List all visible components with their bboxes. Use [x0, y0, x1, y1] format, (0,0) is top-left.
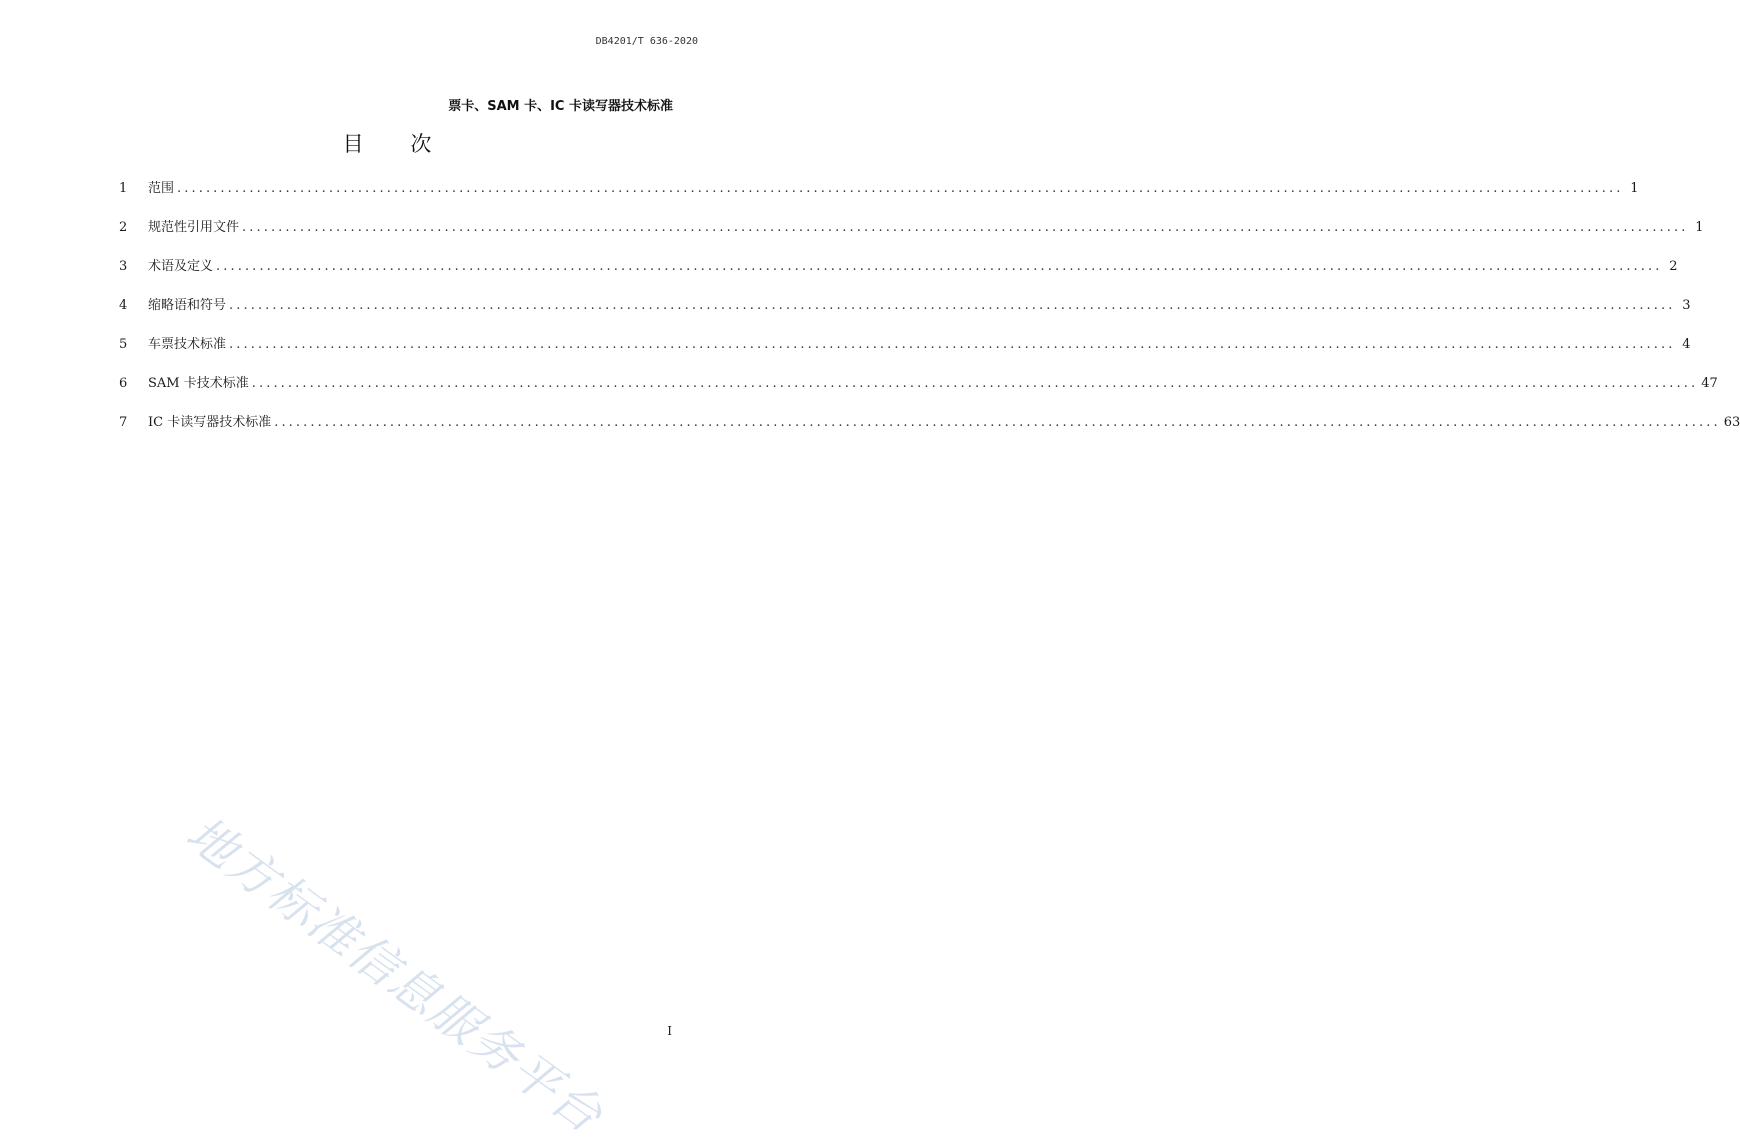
- toc-entry-page: 47: [1701, 376, 1718, 391]
- toc-entry-page: 1: [1630, 181, 1639, 196]
- toc-entry-page: 2: [1669, 259, 1678, 274]
- toc-entry[interactable]: [119, 179, 1639, 218]
- standard-title: 票卡、SAM 卡、IC 卡读写器技术标准: [448, 99, 673, 114]
- toc-entry-label: 范围: [148, 181, 175, 196]
- toc-entry-page: 3: [1682, 298, 1691, 313]
- toc-entry[interactable]: [119, 296, 1691, 335]
- toc-entry-number: 5: [119, 337, 128, 352]
- toc-entry-page: 63: [1723, 415, 1740, 430]
- toc-entry-number: 3: [119, 259, 128, 274]
- toc-leader-dots: ........................................................................................................................................................................................................: [177, 181, 1624, 196]
- toc-list: [119, 179, 1740, 452]
- toc-entry-number: 1: [119, 181, 128, 196]
- toc-entry-number: 2: [119, 220, 128, 235]
- toc-leader-dots: ........................................................................................................................................................................................................: [251, 376, 1699, 391]
- toc-entry-label: 术语及定义: [148, 259, 214, 274]
- toc-leader-dots: ........................................................................................................................................................................................................: [274, 415, 1721, 430]
- toc-entry-number: 4: [119, 298, 128, 313]
- toc-leader-dots: ........................................................................................................................................................................................................: [229, 337, 1676, 352]
- toc-entry-label: 车票技术标准: [148, 337, 227, 352]
- toc-entry-label: 缩略语和符号: [148, 298, 227, 313]
- toc-entry[interactable]: [119, 257, 1678, 296]
- toc-entry[interactable]: [119, 218, 1704, 257]
- toc-entry-page: 4: [1682, 337, 1691, 352]
- toc-entry-page: 1: [1695, 220, 1704, 235]
- toc-entry[interactable]: [119, 413, 1740, 452]
- toc-leader-dots: ........................................................................................................................................................................................................: [229, 298, 1676, 313]
- watermark-text: 地方标准信息服务平台: [175, 805, 614, 1145]
- toc-entry-label: 规范性引用文件: [148, 220, 240, 235]
- toc-entry[interactable]: [119, 374, 1718, 413]
- toc-entry[interactable]: [119, 335, 1691, 374]
- toc-leader-dots: ........................................................................................................................................................................................................: [216, 259, 1663, 274]
- toc-entry-label: SAM 卡技术标准: [148, 376, 249, 391]
- toc-heading: 目 次: [342, 132, 452, 156]
- toc-entry-label: IC 卡读写器技术标准: [148, 415, 272, 430]
- page-number: I: [667, 1024, 672, 1038]
- toc-entry-number: 6: [119, 376, 128, 391]
- toc-entry-number: 7: [119, 415, 128, 430]
- toc-leader-dots: ........................................................................................................................................................................................................: [242, 220, 1689, 235]
- document-code: DB4201/T 636-2020: [595, 36, 698, 47]
